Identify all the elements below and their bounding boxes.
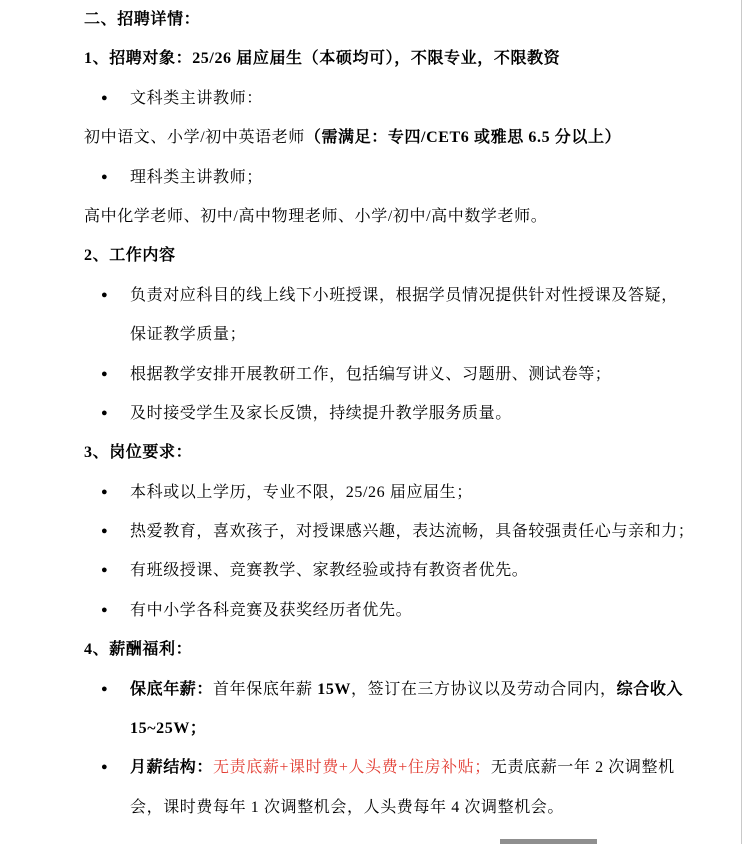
text-segment: 无责底薪+课时费+人头费+住房补贴； (213, 759, 491, 777)
bullet-marker-icon: ● (101, 603, 109, 616)
text-segment: 负责对应科目的线上线下小班授课，根据学员情况提供针对性授课及答疑， (130, 286, 678, 304)
text-segment: 有中小学各科竞赛及获奖经历者优先。 (130, 601, 413, 619)
bullet-item (0, 79, 740, 118)
bullet-marker-icon: ● (101, 288, 109, 301)
bullet-marker-icon: ● (101, 564, 109, 577)
bullet-marker-icon: ● (101, 682, 109, 695)
text-segment: 热爱教育，喜欢孩子，对授课感兴趣，表达流畅，具备较强责任心与亲和力； (130, 523, 695, 541)
text-segment: 文科类主讲教师： (130, 89, 263, 107)
heading-line (0, 236, 740, 275)
text-segment: 2、工作内容 (84, 247, 176, 265)
bullet-item (0, 158, 740, 197)
cropped-divider (500, 839, 597, 844)
text-segment: 4、薪酬福利： (84, 641, 193, 659)
body-line (0, 118, 740, 157)
text-segment: 会，课时费每年 1 次调整机会，人头费每年 4 次调整机会。 (130, 798, 565, 816)
bullet-item (0, 748, 740, 787)
text-segment: 本科或以上学历，专业不限，25/26 届应届生； (130, 483, 473, 501)
body-line (0, 197, 740, 236)
text-segment: 初中语文、小学/初中英语老师 (84, 129, 305, 147)
cont-line (0, 315, 740, 354)
text-segment: 15W (317, 680, 352, 698)
text-segment: 高中化学老师、初中/高中物理老师、小学/初中/高中数学老师。 (84, 207, 548, 225)
text-segment: 月薪结构： (130, 759, 214, 777)
bullet-marker-icon: ● (101, 91, 109, 104)
bullet-marker-icon: ● (101, 170, 109, 183)
heading-line (0, 0, 740, 39)
bullet-item (0, 670, 740, 709)
text-segment: 无责底薪一年 2 次调整机 (490, 759, 675, 777)
cont-line (0, 709, 740, 748)
page-right-edge (741, 0, 742, 844)
bullet-marker-icon: ● (101, 367, 109, 380)
text-segment: ，签订在三方协议以及劳动合同内， (351, 680, 617, 698)
text-segment: 保底年薪： (130, 680, 214, 698)
text-segment: 理科类主讲教师； (130, 168, 263, 186)
text-segment: 二、招聘详情： (84, 11, 201, 28)
bullet-item (0, 355, 740, 394)
bullet-marker-icon: ● (101, 761, 109, 774)
bullet-item (0, 591, 740, 630)
bullet-item (0, 394, 740, 433)
heading-line (0, 630, 740, 669)
text-segment: （需满足：专四/CET6 或雅思 6.5 分以上） (304, 129, 622, 147)
bullet-item (0, 276, 740, 315)
text-segment: 及时接受学生及家长反馈，持续提升教学服务质量。 (130, 404, 512, 422)
heading-line (0, 39, 740, 78)
text-segment: 综合收入 (616, 680, 684, 698)
bullet-marker-icon: ● (101, 525, 109, 538)
text-segment: 1、招聘对象：25/26 届应届生（本硕均可），不限专业，不限教资 (84, 50, 561, 68)
cont-line (0, 788, 740, 827)
text-segment: 首年保底年薪 (213, 680, 318, 698)
text-segment: 有班级授课、竞赛教学、家教经验或持有教资者优先。 (130, 562, 529, 580)
bullet-item (0, 473, 740, 512)
bullet-marker-icon: ● (101, 406, 109, 419)
text-segment: 保证教学质量； (130, 326, 247, 344)
text-segment: 根据教学安排开展教研工作，包括编写讲义、习题册、测试卷等； (130, 365, 612, 383)
text-segment: 3、岗位要求： (84, 444, 193, 462)
bullet-marker-icon: ● (101, 485, 109, 498)
bullet-item (0, 512, 740, 551)
bullet-item (0, 551, 740, 590)
text-segment: 15~25W； (130, 720, 207, 738)
heading-line (0, 433, 740, 472)
